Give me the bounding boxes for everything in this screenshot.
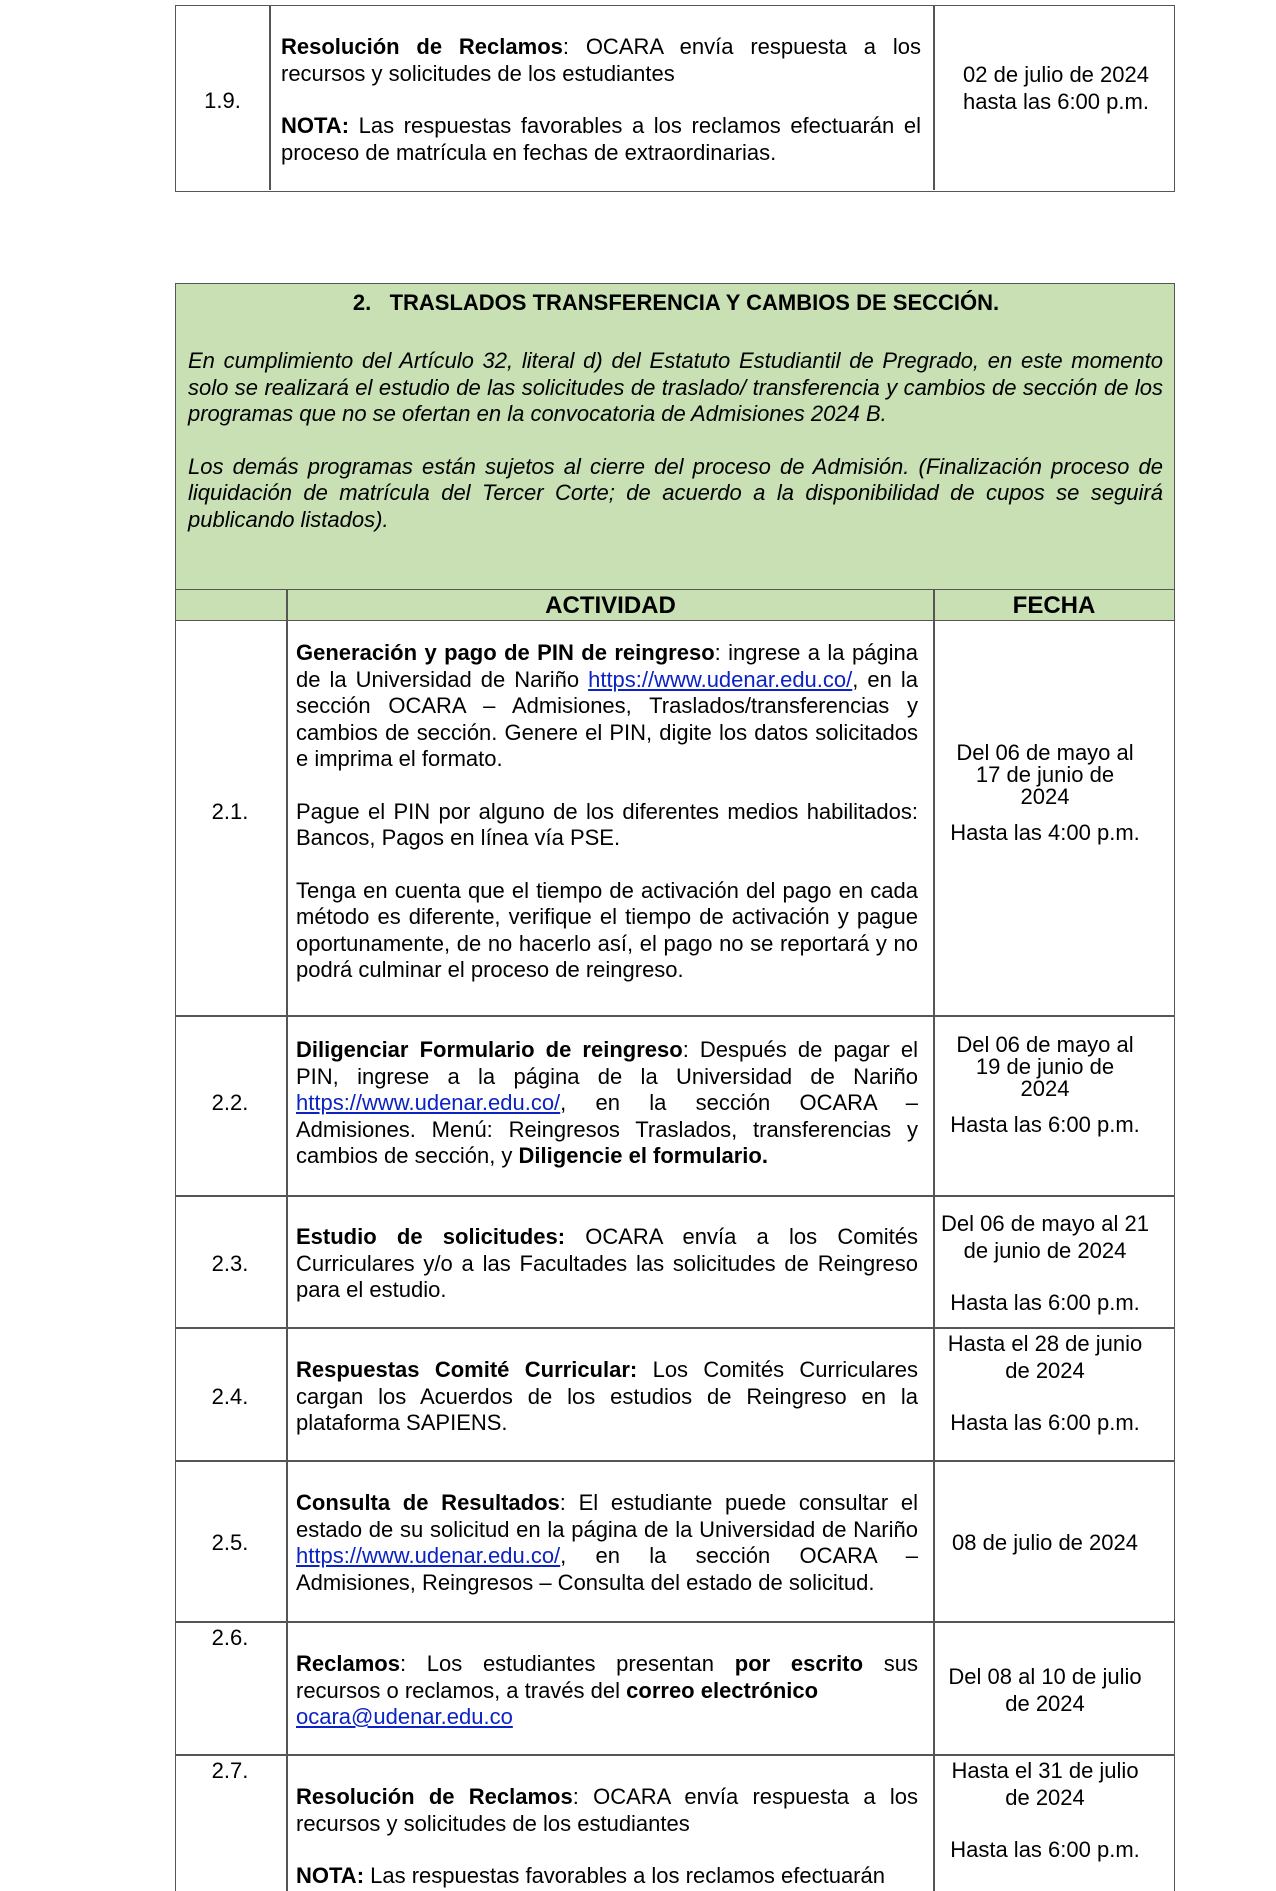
note-text: Las respuestas favorables a los reclamos efectuarán [364,1863,885,1888]
activity-text: : El estudiante puede consultar el estado de su solicitud en la página de la Universidad de Nariño [296,1490,919,1542]
activity-text: , en la sección OCARA – Admisiones. Menú: Reingresos Traslados, transferencias y cambios de sección, y [296,1090,918,1168]
activity-title: Consulta de Resultados [296,1490,560,1515]
date-cell [950,742,1140,844]
row-number: 2.1. [211,799,249,824]
activity-cell [296,1037,918,1170]
row-number: 2.6. [211,1625,249,1650]
date-time: Hasta las 4:00 p.m. [950,820,1140,845]
activity-cell [296,1490,918,1596]
column-header-row [175,589,1175,621]
activity-emphasis: correo electrónico [626,1677,819,1703]
activity-cell [296,1357,918,1437]
date-time: Hasta las 6:00 p.m. [950,1112,1140,1137]
date-time: Hasta las 6:00 p.m. [950,1837,1140,1862]
activity-text: : Después de pagar el PIN, ingrese a la página de la Universidad de Nariño [296,1037,918,1089]
row-number: 2.3. [211,1251,249,1276]
date-cell: 08 de julio de 2024 [952,1530,1138,1555]
date-range: Del 06 de mayo al 17 de junio de 2024 [956,740,1134,809]
activity-text: Los Comités Curriculares cargan los Acuerdos de los estudios de Reingreso en la plataforma SAPIENS. [296,1357,919,1435]
activity-cell [296,640,918,984]
activity-title: Respuestas Comité Curricular: [296,1357,638,1382]
row-number: 2.7. [211,1758,249,1783]
university-link[interactable]: https://www.udenar.edu.co/ [296,1090,561,1115]
date-range: Hasta el 28 de junio de 2024 [947,1331,1143,1383]
intro-paragraph-2: Los demás programas están sujetos al cierre del proceso de Admisión. (Finalización proceso de liquidación de matrícula del Tercer Corte; de acuerdo a la disponibilidad de cupos se seguirá publicando listados). [188,453,1163,532]
section-header [175,283,1175,323]
activity-emphasis: por escrito [734,1651,864,1676]
activity-emphasis: Diligencie el formulario. [518,1143,768,1168]
col-divider [286,619,288,1891]
date-range: Del 06 de mayo al 19 de junio de 2024 [956,1032,1134,1101]
col-header-activity: ACTIVIDAD [545,592,676,619]
date-cell [940,1331,1150,1437]
activity-text: OCARA envía a los Comités Curriculares y/o a las Facultades las solicitudes de Reingreso para el estudio. [296,1224,919,1302]
date-cell: Del 08 al 10 de julio de 2024 [948,1664,1142,1716]
activity-paragraph: Tenga en cuenta que el tiempo de activación del pago en cada método es diferente, verifique el tiempo de activación y pague oportunamente, de no hacerlo así, el pago no se reportará y no podrá culminar el proceso de reingreso. [296,877,918,982]
date-cell [940,1211,1150,1317]
row-divider [176,1327,1174,1329]
date-time: Hasta las 6:00 p.m. [950,1290,1140,1315]
col-divider [933,6,935,190]
row-divider [176,1195,1174,1197]
activity-text: : OCARA envía respuesta a los recursos y solicitudes de los estudiantes [281,34,921,86]
section-title: TRASLADOS TRANSFERENCIA Y CAMBIOS DE SECCIÓN. [389,290,1000,315]
date-cell [950,1034,1140,1136]
note-text: Las respuestas favorables a los reclamos efectuarán el proceso de matrícula en fechas de extraordinarias. [281,113,921,165]
table-1 [175,5,1175,192]
activity-text: sus recursos o reclamos, a través del [296,1651,918,1703]
activity-title: Generación y pago de PIN de reingreso [296,640,715,665]
activity-text: : ingrese a la página de la Universidad de Nariño [296,640,919,692]
section-number: 2. [352,290,372,315]
activity-title: Diligenciar Formulario de reingreso [296,1037,683,1062]
activity-title: Reclamos [296,1651,400,1676]
activity-title: Resolución de Reclamos [296,1784,573,1809]
note-label: NOTA: [281,113,350,138]
row-number: 2.4. [211,1384,249,1409]
intro-paragraph-1: En cumplimiento del Artículo 32, literal d) del Estatuto Estudiantil de Pregrado, en este momento solo se realizará el estudio de las solicitudes de traslado/ transferencia y cambios de sección de los programas que no se ofertan en la convocatoria de Admisiones 2024 B. [188,348,1163,426]
activity-text: , en la sección OCARA – Admisiones, Reingresos – Consulta del estado de solicitud. [296,1543,918,1595]
activity-text: , en la sección OCARA – Admisiones, Traslados/transferencias y cambios de sección. Genere el PIN, digite los datos solicitados e imprima el formato. [296,666,918,771]
row-divider [176,1621,1174,1623]
intro-text [188,348,1163,533]
row-divider [176,1015,1174,1017]
col-divider [933,619,935,1891]
activity-cell [296,1784,918,1890]
date-cell: 02 de julio de 2024 hasta las 6:00 p.m. [963,62,1149,114]
col-header-date: FECHA [1012,592,1096,619]
activity-title: Estudio de solicitudes: [296,1224,566,1249]
row-number: 2.5. [211,1530,249,1555]
row-divider [176,1460,1174,1462]
activity-cell [281,34,921,166]
activity-cell [296,1651,918,1731]
row-number: 2.2. [211,1090,249,1115]
date-time: Hasta las 6:00 p.m. [950,1410,1140,1435]
activity-cell [296,1224,918,1304]
date-range: Hasta el 31 de julio de 2024 [951,1758,1139,1810]
activity-title: Resolución de Reclamos [281,34,563,59]
note-label: NOTA: [296,1863,365,1888]
col-divider [269,6,271,190]
row-number: 1.9. [204,88,241,113]
email-link[interactable]: ocara@udenar.edu.co [296,1704,513,1729]
section-intro [175,321,1175,591]
activity-paragraph: Pague el PIN por alguno de los diferentes medios habilitados: Bancos, Pagos en línea vía PSE. [296,798,918,850]
activity-text: : OCARA envía respuesta a los recursos y solicitudes de los estudiantes [296,1784,918,1836]
section-heading [176,290,1176,317]
row-divider [176,1754,1174,1756]
activity-text: : Los estudiantes presentan [399,1651,735,1676]
date-cell [940,1758,1150,1864]
university-link[interactable]: https://www.udenar.edu.co/ [296,1543,561,1568]
date-range: Del 06 de mayo al 21 de junio de 2024 [941,1211,1149,1263]
university-link[interactable]: https://www.udenar.edu.co/ [588,666,853,692]
